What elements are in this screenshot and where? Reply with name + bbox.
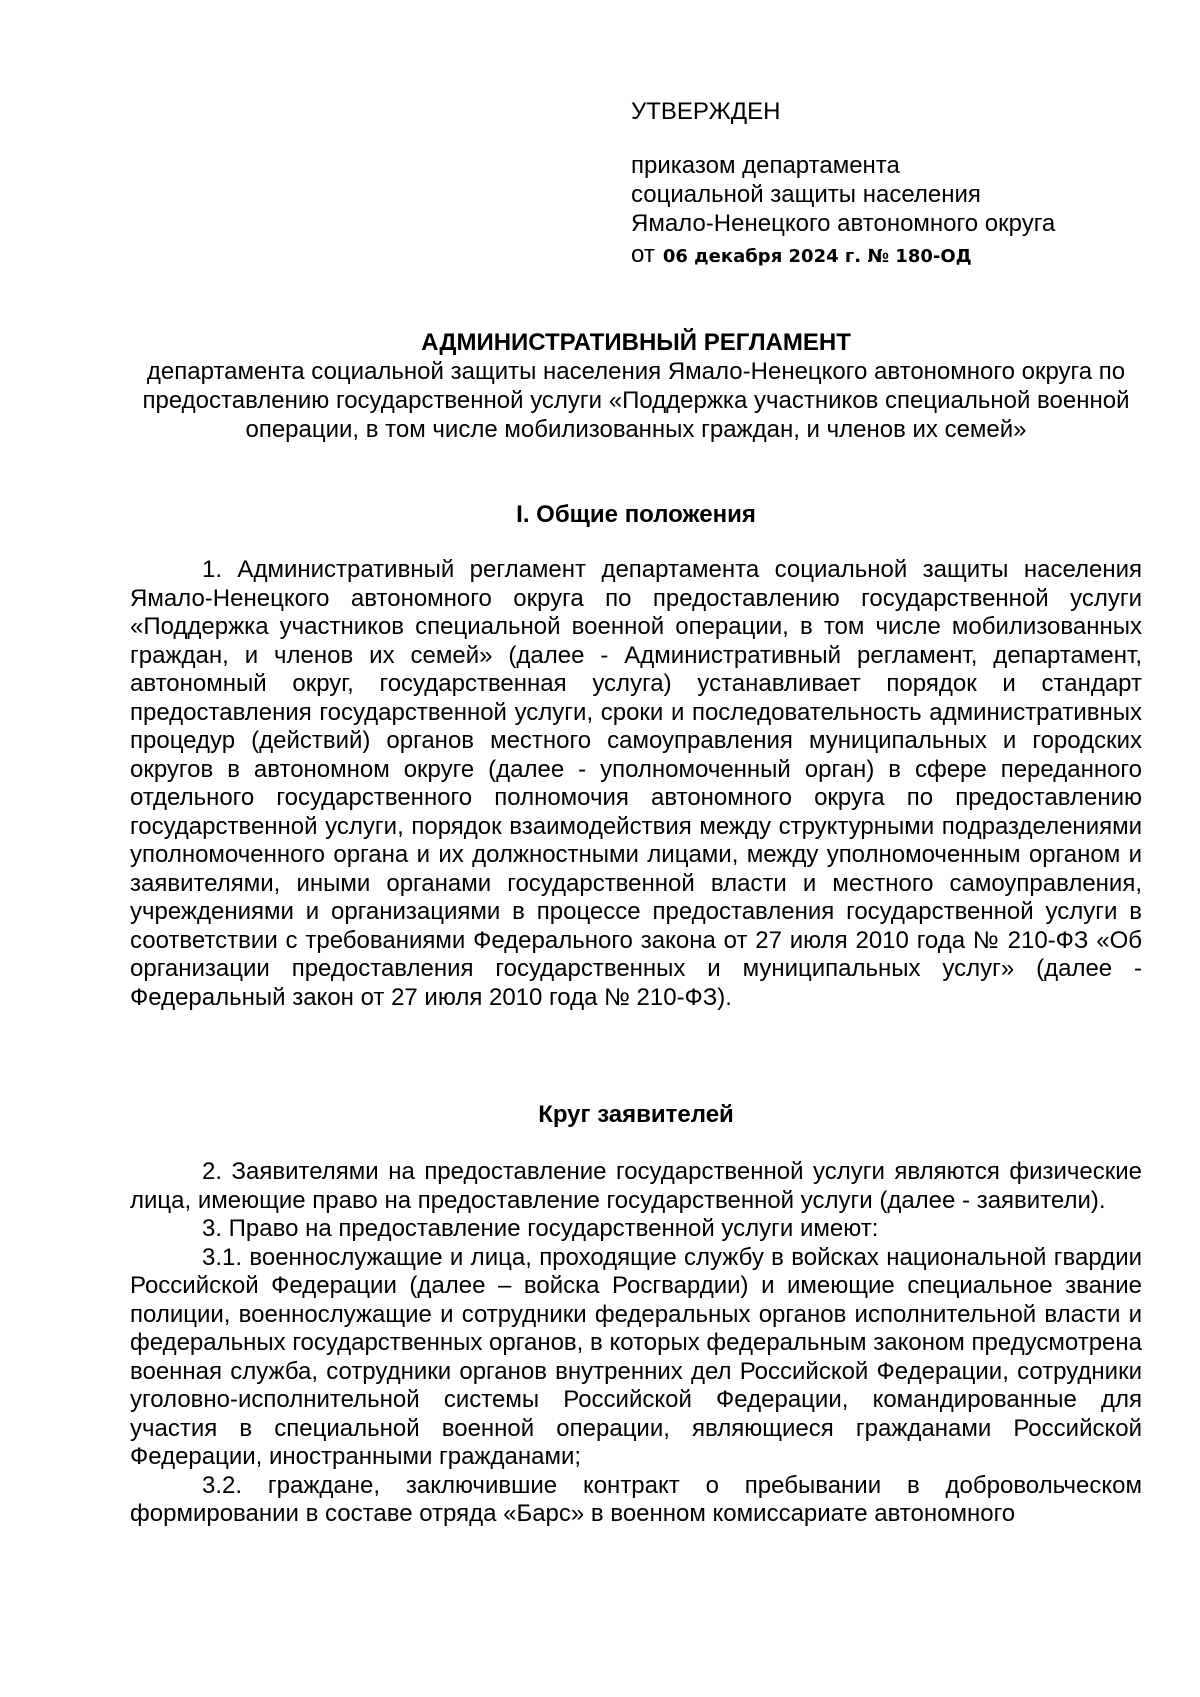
approval-line-3: Ямало-Ненецкого автономного округа xyxy=(631,210,1056,237)
document-heading xyxy=(130,328,1142,444)
section-general-body xyxy=(130,556,1142,1012)
paragraph-3-2: 3.2. граждане, заключившие контракт о пребывании в добровольческом формировании в составе отряда «Барс» в военном комиссариате автономного xyxy=(130,1471,1142,1527)
section-applicants-body xyxy=(130,1158,1142,1529)
paragraph-1: 1. Административный регламент департамента социальной защиты населения Ямало-Ненецкого автономного округа по предоставлению государственной услуги «Поддержка участников специальной военной операции, в том числе мобилизованных граждан, и членов их семей» (далее - Административный регламент, департамент, автономный округ, государственная услуга) устанавливает порядок и стандарт предоставления государственной услуги, сроки и последовательность административных процедур (действий) органов местного самоуправления муниципальных и городских округов в автономном округе (далее - уполномоченный орган) в сфере переданного отдельного государственного полномочия автономного округа по предоставлению государственной услуги, порядок взаимодействия между структурными подразделениями уполномоченного органа и их должностными лицами, между уполномоченным органом и заявителями, иными органами государственной власти и местного самоуправления, учреждениями и организациями в процессе предоставления государственной услуги в соответствии с требованиями Федерального закона от 27 июля 2010 года № 210-ФЗ «Об организации предоставления государственных и муниципальных услуг» (далее - Федеральный закон от 27 июля 2010 года № 210-ФЗ). xyxy=(130,556,1142,1011)
approval-date-stamp: 06 декабря 2024 г. № 180-ОД xyxy=(662,246,972,267)
section-heading-applicants: Круг заявителей xyxy=(538,1101,734,1128)
approval-block xyxy=(631,97,1151,271)
paragraph-2: 2. Заявителями на предоставление государственной услуги являются физические лица, имеющие право на предоставление государственной услуги (далее - заявители). xyxy=(130,1158,1142,1214)
document-subtitle: департамента социальной защиты населения Ямало-Ненецкого автономного округа по предоставлению государственной услуги «Поддержка участников специальной военной операции, в том числе мобилизованных граждан, и членов их семей» xyxy=(142,358,1130,443)
section-heading-general: I. Общие положения xyxy=(516,501,756,528)
approval-line-1: приказом департамента xyxy=(631,152,900,179)
approval-title: УТВЕРЖДЕН xyxy=(631,98,781,125)
paragraph-3-1: 3.1. военнослужащие и лица, проходящие службу в войсках национальной гвардии Российской Федерации (далее – войска Росгвардии) и имеющие специальное звание полиции, военнослужащие и сотрудники федеральных органов исполнительной власти и федеральных государственных органов, в которых федеральным законом предусмотрена военная служба, сотрудники органов внутренних дел Российской Федерации, сотрудники уголовно-исполнительной системы Российской Федерации, командированные для участия в специальной военной операции, являющиеся гражданами Российской Федерации, иностранными гражданами; xyxy=(130,1243,1142,1470)
approval-date xyxy=(631,240,1151,271)
approval-line-2: социальной защиты населения xyxy=(631,181,981,208)
paragraph-3: 3. Право на предоставление государственной услуги имеют: xyxy=(202,1215,879,1242)
document-title: АДМИНИСТРАТИВНЫЙ РЕГЛАМЕНТ xyxy=(421,329,851,356)
approval-date-prefix: от xyxy=(631,241,655,268)
